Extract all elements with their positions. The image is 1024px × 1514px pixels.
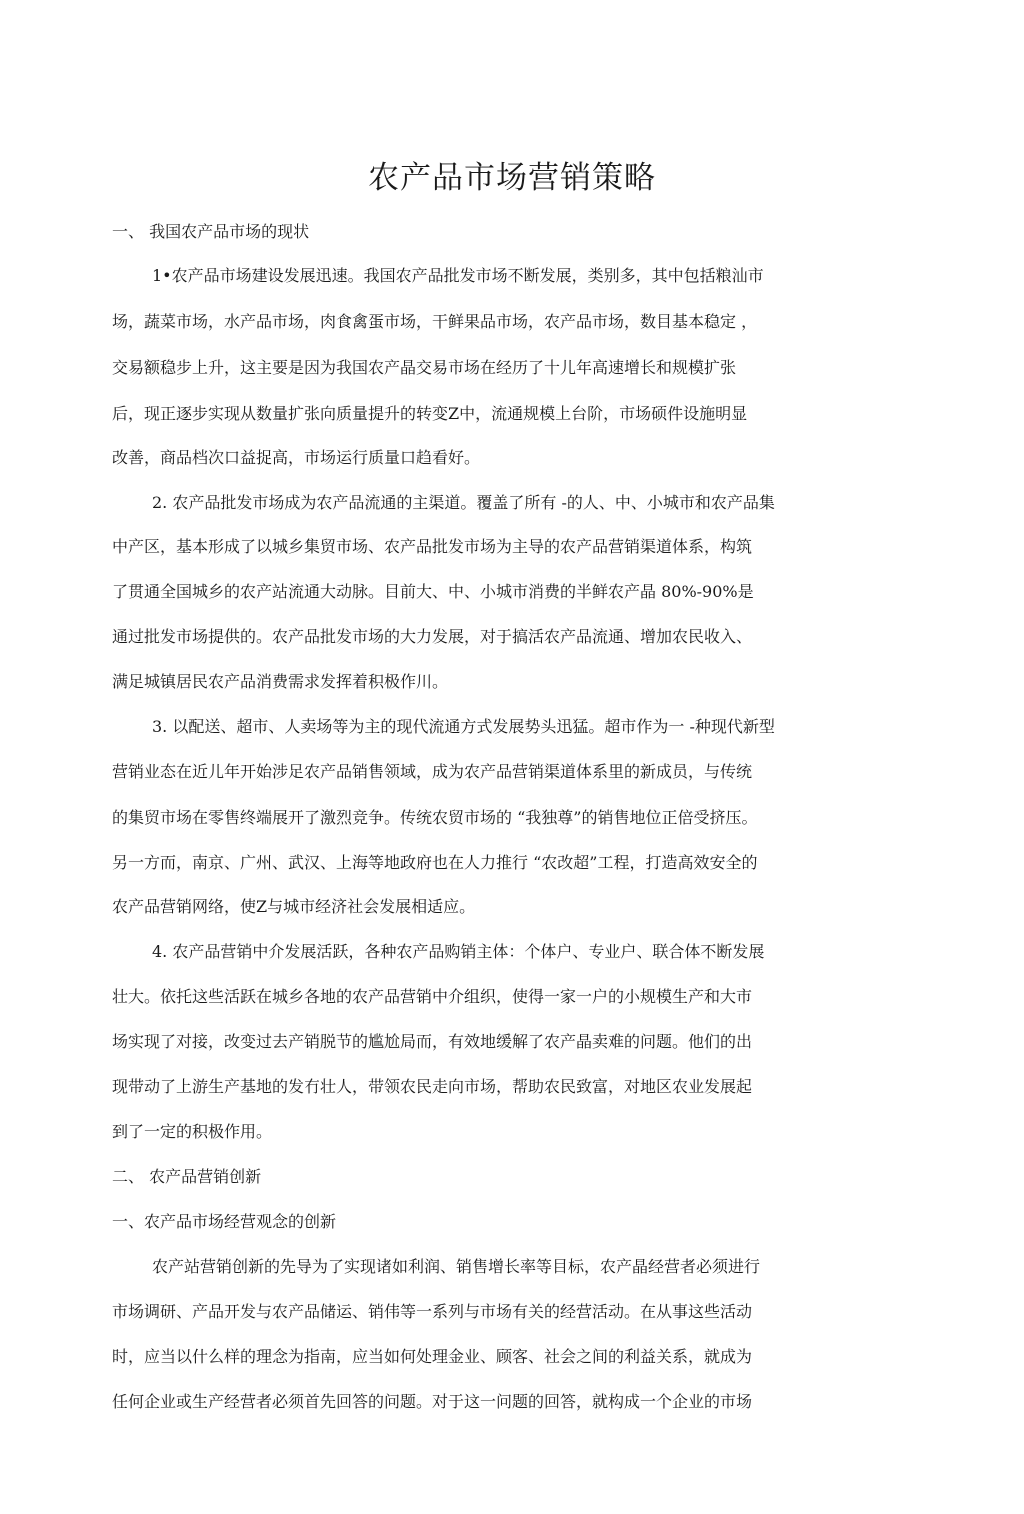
paragraph-4-line-2: 壮大。依托这些活跃在城乡各地的农产品营销中介组织，使得一家一户的小规模生产和大市 [112, 987, 753, 1006]
paragraph-5-line-3: 时，应当以什么样的理念为指南，应当如何处理金业、顾客、社会之间的利益关系，就成为 [112, 1347, 753, 1366]
paragraph-5-line-2: 市场调研、产品开发与农产品储运、销伟等一系列与市场有关的经营活动。在从事这些活动 [112, 1302, 753, 1321]
paragraph-3-line-2: 营销业态在近儿年开始涉足农产品销售领域，成为农产品营销渠道体系里的新成员，与传统 [112, 762, 753, 781]
paragraph-2-line-4: 通过批发市场提供的。农产品批发市场的大力发展，对于搞活农产品流通、增加农民收入、 [112, 627, 753, 646]
paragraph-2-line-5: 满足城镇居民农产品消费需求发挥着积极作川。 [112, 672, 449, 691]
paragraph-5-line-4: 任何企业或生产经营者必须首先回答的问题。对于这一问题的回答，就构成一个企业的市场 [112, 1392, 753, 1411]
paragraph-1-line-5: 改善，商品档次口益捉高，市场运行质量口趋看好。 [112, 448, 481, 467]
paragraph-2-line-2: 中产区，基本形成了以城乡集贸市场、农产品批发市场为主导的农产品营销渠道体系，构筑 [112, 537, 753, 556]
document-title: 农产品市场营销策略 [368, 160, 656, 196]
paragraph-1-line-1: 1•农产品市场建设发展迅速。我国农产品批发市场不断发展，类别多，其中包括粮汕市 [152, 266, 764, 285]
paragraph-1-line-3: 交易额稳步上升，这主要是因为我国农产晶交易市场在经历了十儿年高速增长和规模扩张 [112, 358, 737, 377]
paragraph-1-line-4: 后，现正逐步实现从数量扩张向质量提升的转变Z中，流通规模上台阶，市场硕件设施明显 [112, 404, 748, 423]
section-heading-1: 一、 我国农产品市场的现状 [112, 222, 310, 241]
paragraph-3-line-4: 另一方而，南京、广州、武汉、上海等地政府也在人力推行 “农改超”工程，打造高效安全的 [112, 853, 758, 872]
paragraph-4-line-3: 场实现了对接，改变过去产销脱节的尴尬局而，有效地缓解了农产晶卖难的问题。他们的出 [112, 1032, 753, 1051]
paragraph-4-line-1: 4. 农产品营销中介发展活跃，各种农产品购销主体：个体户、专业户、联合体不断发展 [152, 942, 765, 961]
section-heading-2: 二、 农产品营销创新 [112, 1167, 262, 1186]
paragraph-3-line-5: 农产品营销网络，使Z与城市经济社会发展相适应。 [112, 897, 476, 916]
paragraph-5-line-1: 农产站营销创新的先导为了实现诸如利润、销售增长率等目标，农产晶经营者必须进行 [152, 1257, 761, 1276]
paragraph-3-line-1: 3. 以配送、超市、人卖场等为主的现代流通方式发展势头迅猛。超市作为一 -种现代新型 [152, 717, 775, 736]
paragraph-2-line-1: 2. 农产品批发市场成为农产品流通的主渠道。覆盖了所有 -的人、中、小城市和农产品集 [152, 493, 775, 512]
paragraph-3-line-3: 的集贸市场在零售终端展开了激烈竞争。传统农贸市场的 “我独尊”的销售地位正倍受挤压。 [112, 808, 758, 827]
subsection-heading-1: 一、农产品市场经营观念的创新 [112, 1212, 337, 1231]
paragraph-4-line-5: 到了一定的积极作用。 [112, 1122, 273, 1141]
paragraph-4-line-4: 现带动了上游生产基地的发冇壮人，带领农民走向市场，帮助农民致富，对地区农业发展起 [112, 1077, 753, 1096]
paragraph-1-line-2: 场，蔬菜市场，水产品市场，肉食禽蛋市场，干鲜果品市场，农产品市场，数目基本稳定 ， [112, 312, 758, 331]
paragraph-2-line-3: 了贯通全国城乡的农产站流通大动脉。目前大、中、小城市消费的半鲜农产晶 80%-90%是 [112, 582, 754, 601]
